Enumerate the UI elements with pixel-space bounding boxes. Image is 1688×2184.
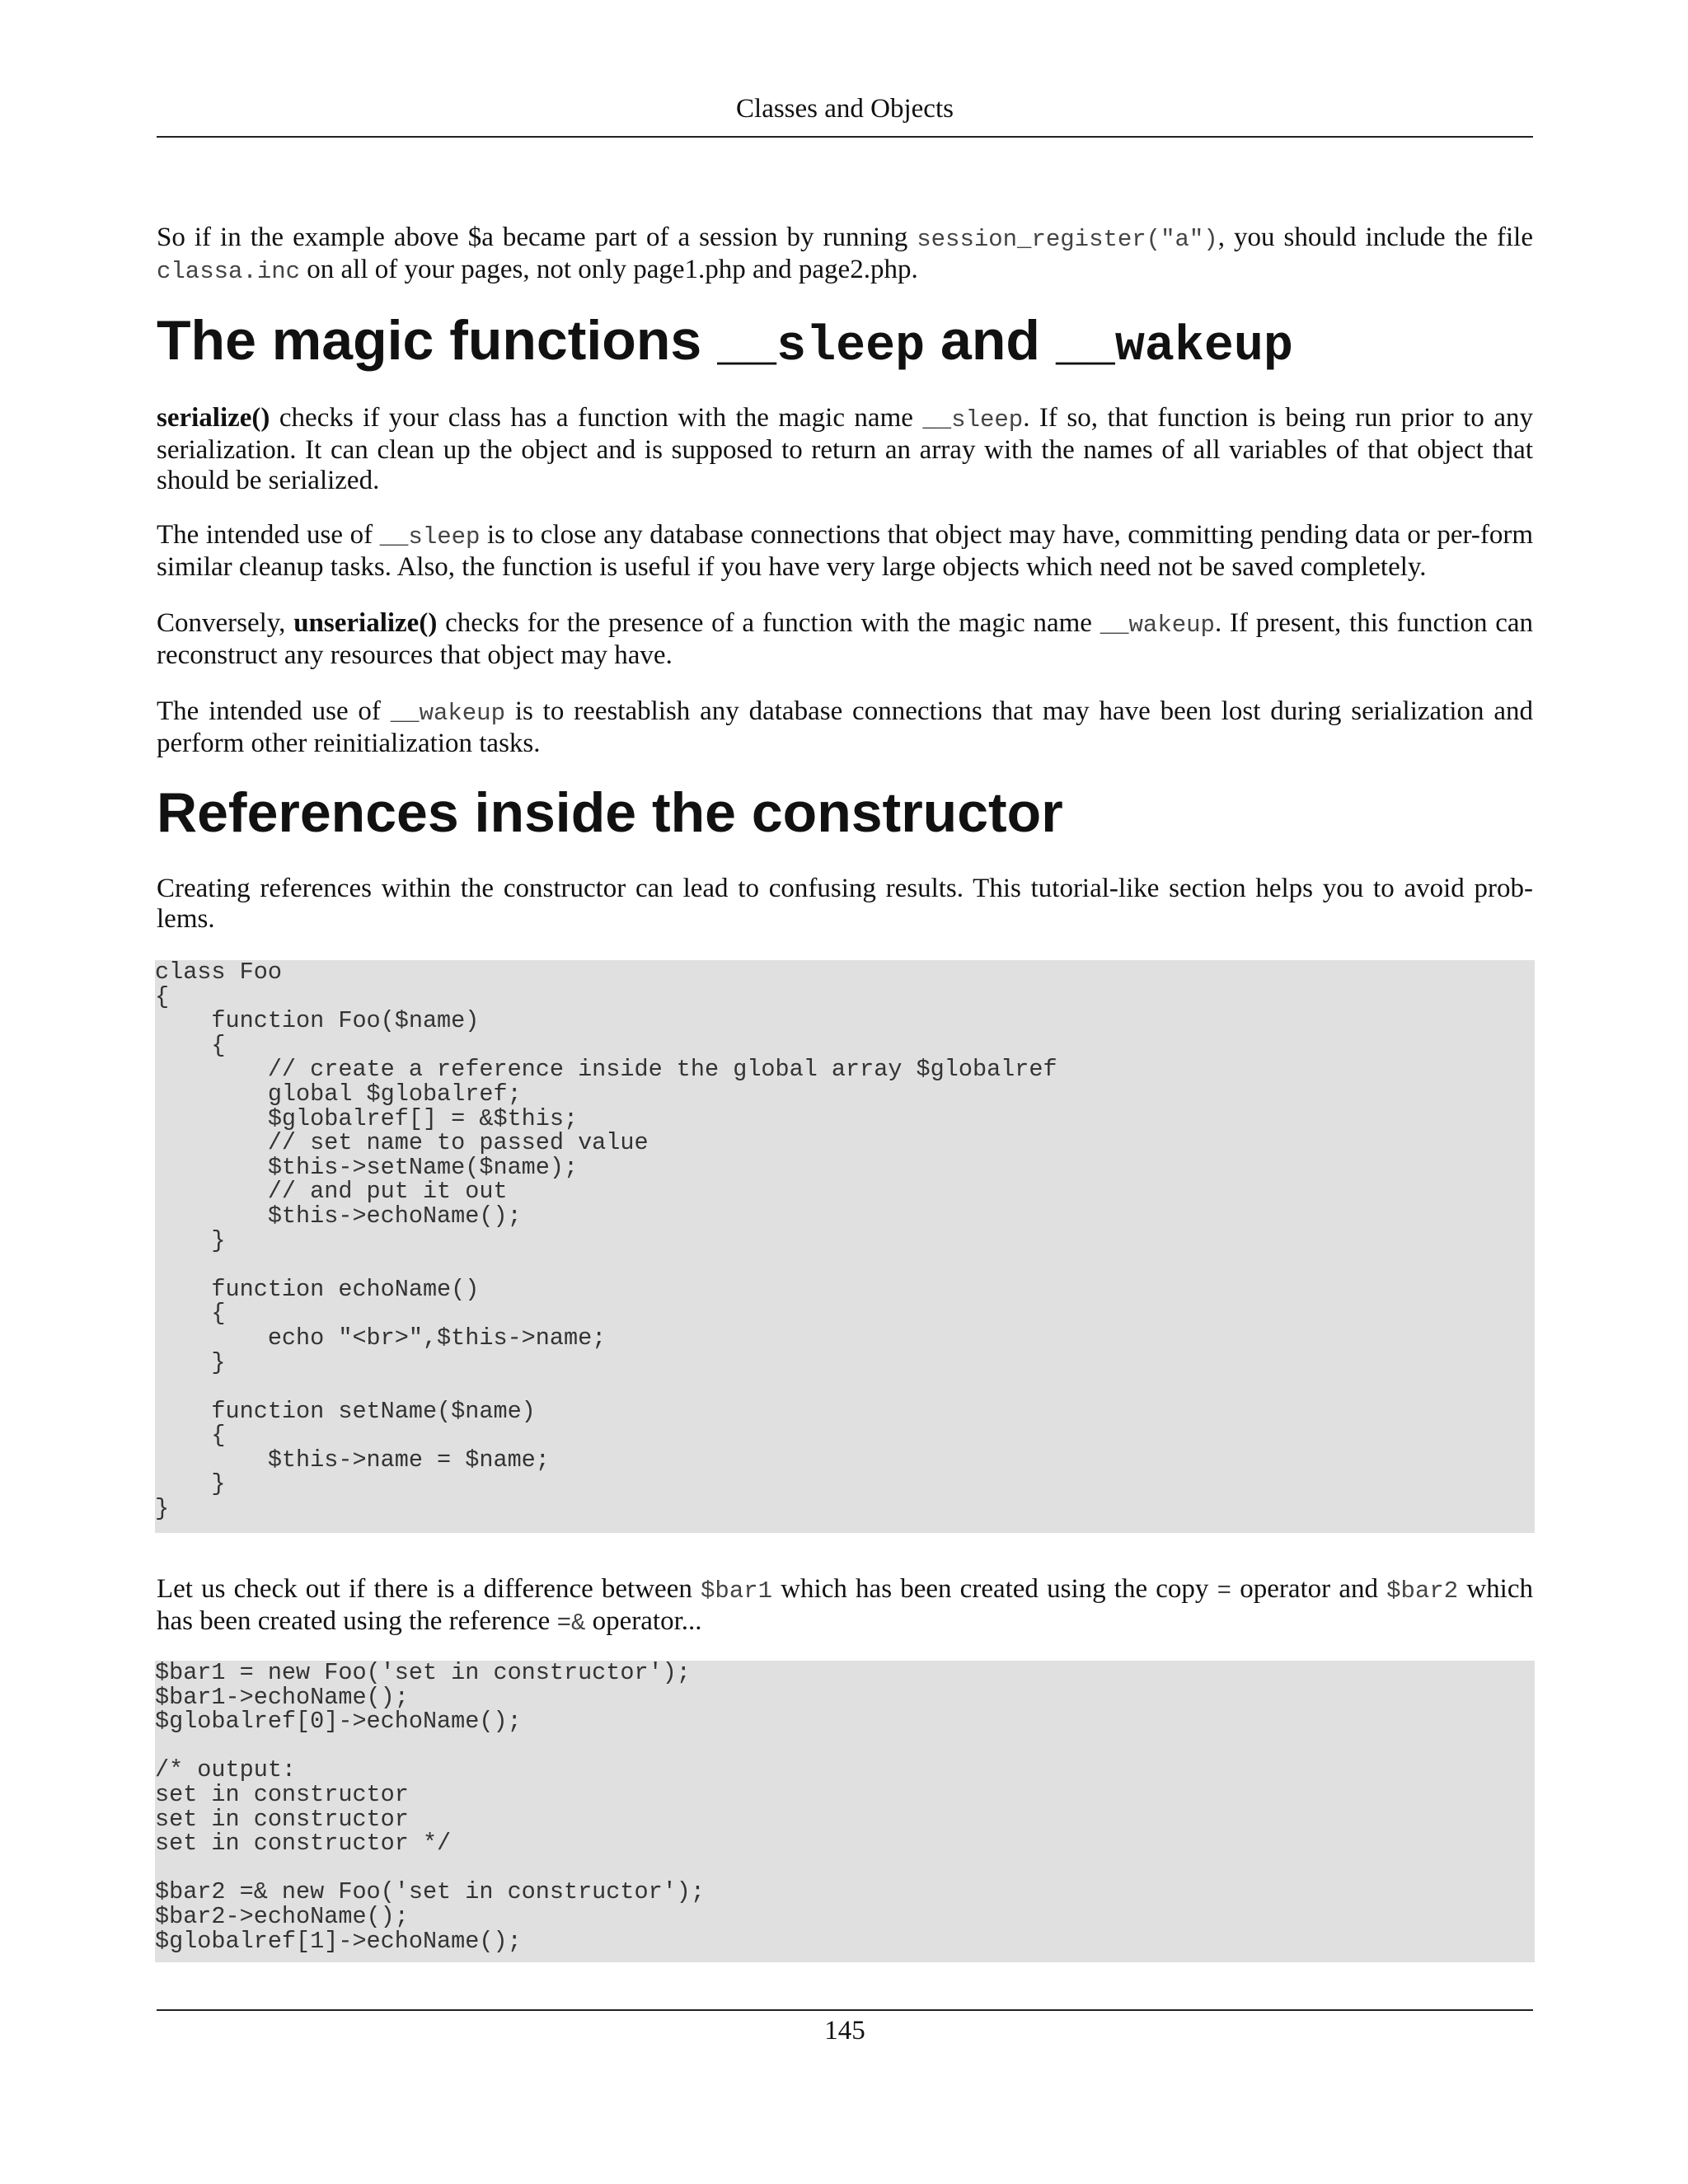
intro-text-2: , you should include the file xyxy=(1217,223,1533,252)
heading-magic-text-1: The magic functions xyxy=(157,309,718,372)
intro-code-session-register: session_register("a") xyxy=(917,226,1218,253)
page-number: 145 xyxy=(824,2016,865,2046)
compare-text-1: Let us check out if there is a difference between xyxy=(157,1574,701,1604)
serialize-term: serialize() xyxy=(157,403,270,433)
heading-references-constructor: References inside the constructor xyxy=(157,781,1063,844)
references-intro-paragraph: Creating references within the constructor can lead to confusing results. This tutorial-like section helps you to avoid prob-lems. xyxy=(157,874,1533,934)
wakeup-use-paragraph xyxy=(157,696,1533,759)
unserialize-paragraph xyxy=(157,608,1533,671)
intro-paragraph xyxy=(157,223,1533,287)
footer-rule xyxy=(157,2009,1533,2011)
heading-magic-code-sleep: __sleep xyxy=(717,319,926,375)
unserialize-code-wakeup: __wakeup xyxy=(1100,612,1215,639)
unserialize-term: unserialize() xyxy=(293,608,438,638)
sleep-use-code: __sleep xyxy=(379,523,481,551)
serialize-paragraph xyxy=(157,403,1533,496)
code-block-bar-example: $bar1 = new Foo('set in constructor'); $bar1->echoName(); $globalref[0]->echoName(); /* output: set in constructor set in constructor set in constructor */ $bar2 =& new Foo('set in constructor'); $bar2->echoName(); $globalref[1]->echoName(); xyxy=(155,1661,1535,1962)
heading-magic-code-wakeup: __wakeup xyxy=(1055,319,1293,375)
running-header: Classes and Objects xyxy=(736,94,954,124)
compare-text-2: which has been created using the copy xyxy=(772,1574,1217,1604)
intro-text-1: So if in the example above $a became part of a session by running xyxy=(157,223,917,252)
intro-text-3: on all of your pages, not only page1.php and page2.php. xyxy=(300,255,918,284)
serialize-text-1: checks if your class has a function with the magic name xyxy=(270,403,923,433)
compare-code-copy-op: = xyxy=(1217,1577,1232,1605)
sleep-use-text-1: The intended use of xyxy=(157,520,380,550)
copy-vs-reference-paragraph xyxy=(157,1574,1533,1638)
document-page xyxy=(157,0,1533,2184)
compare-text-5: operator... xyxy=(585,1606,702,1636)
wakeup-use-text-1: The intended use of xyxy=(157,696,391,726)
unserialize-text-3: . If present, this function can reconstruct any resources that object may have. xyxy=(157,608,1534,670)
compare-text-4: which has been created using the reference xyxy=(157,1574,1533,1636)
sleep-use-text-2: is to close any database connections that object may have, committing pending data or per-form similar cleanup tasks. Also, the function is useful if you have very large objects which need not be saved completely. xyxy=(157,520,1533,582)
serialize-text-2: . If so, that function is being run prior to any serialization. It can clean up the object and is supposed to return an array with the names of all variables of that object that should be serialized. xyxy=(157,403,1533,495)
unserialize-text-1: Conversely, xyxy=(157,608,294,638)
compare-code-reference-op: =& xyxy=(556,1610,586,1637)
heading-magic-functions xyxy=(157,307,1293,380)
compare-code-bar1: $bar1 xyxy=(701,1577,773,1605)
compare-text-3: operator and xyxy=(1231,1574,1387,1604)
unserialize-text-2: checks for the presence of a function with the magic name xyxy=(437,608,1100,638)
header-rule xyxy=(157,136,1533,138)
intro-code-classa-inc: classa.inc xyxy=(157,258,301,285)
sleep-use-paragraph xyxy=(157,520,1533,583)
heading-magic-text-2: and xyxy=(925,309,1056,372)
serialize-code-sleep: __sleep xyxy=(922,406,1024,434)
wakeup-use-text-2: is to reestablish any database connections that may have been lost during serialization and perform other reinitialization tasks. xyxy=(157,696,1533,758)
code-block-class-foo: class Foo { function Foo($name) { // create a reference inside the global array $globalref global $globalref; $globalref[] = &$this; // set name to passed value $this->setName($name); // and put it out $this->echoName(); } function echoName() { echo "<br>",$this->name; } function setName($name) { $this->name = $name; } } xyxy=(155,960,1535,1533)
wakeup-use-code: __wakeup xyxy=(390,700,505,727)
compare-code-bar2: $bar2 xyxy=(1386,1577,1459,1605)
